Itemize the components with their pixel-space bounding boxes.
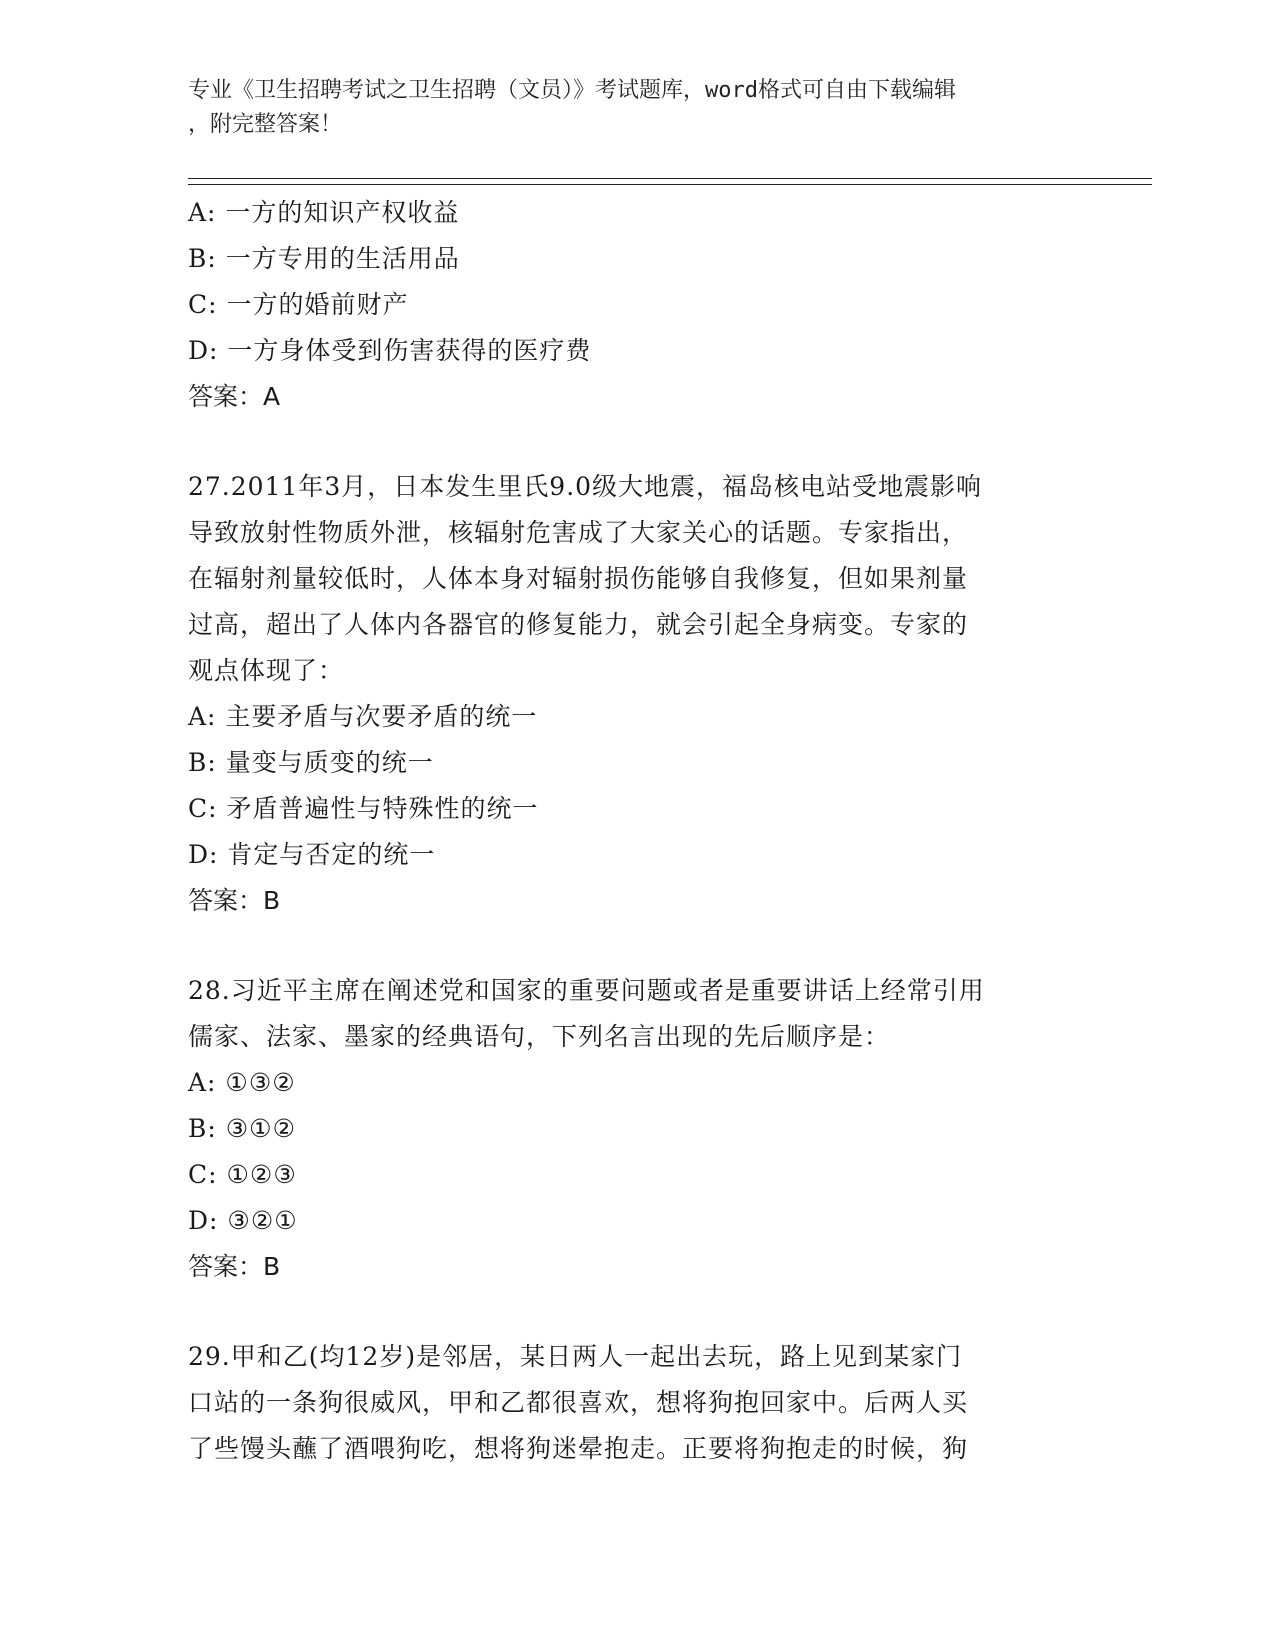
question-stem-line: 观点体现了：	[188, 656, 345, 685]
option-c: C: 一方的婚前财产	[188, 290, 409, 319]
question-29	[188, 1334, 1088, 1472]
question-stem-line: 了些馒头蘸了酒喂狗吃，想将狗迷晕抱走。正要将狗抱走的时候，狗	[188, 1434, 969, 1463]
question-stem-line: 导致放射性物质外泄，核辐射危害成了大家关心的话题。专家指出，	[188, 518, 969, 547]
option-c: C: ①②③	[188, 1160, 297, 1189]
question-list	[188, 190, 1088, 1472]
question-stem-line: 口站的一条狗很威风，甲和乙都很喜欢，想将狗抱回家中。后两人买	[188, 1388, 969, 1417]
question-28	[188, 968, 1088, 1290]
answer: 答案：B	[188, 886, 281, 915]
question-stem-line: 28.习近平主席在阐述党和国家的重要问题或者是重要讲话上经常引用	[188, 976, 985, 1005]
option-a: A: 主要矛盾与次要矛盾的统一	[188, 702, 538, 731]
question-26	[188, 190, 1088, 420]
question-stem-line: 27.2011年3月，日本发生里氏9.0级大地震，福岛核电站受地震影响	[188, 472, 983, 501]
question-stem-line: 过高，超出了人体内各器官的修复能力，就会引起全身病变。专家的	[188, 610, 969, 639]
option-d: D: 一方身体受到伤害获得的医疗费	[188, 336, 592, 365]
option-d: D: 肯定与否定的统一	[188, 840, 436, 869]
header-divider-bottom	[188, 184, 1152, 185]
question-27	[188, 464, 1088, 924]
option-a: A: 一方的知识产权收益	[188, 198, 460, 227]
option-d: D: ③②①	[188, 1206, 298, 1235]
option-b: B: 一方专用的生活用品	[188, 244, 460, 273]
header-divider-top	[188, 178, 1152, 179]
question-stem-line: 在辐射剂量较低时，人体本身对辐射损伤能够自我修复，但如果剂量	[188, 564, 969, 593]
answer: 答案：A	[188, 382, 281, 411]
option-b: B: 量变与质变的统一	[188, 748, 434, 777]
option-b: B: ③①②	[188, 1114, 296, 1143]
header-line-2: ，附完整答案！	[188, 112, 343, 137]
option-c: C: 矛盾普遍性与特殊性的统一	[188, 794, 539, 823]
page-header	[188, 74, 1068, 142]
answer: 答案：B	[188, 1252, 281, 1281]
question-stem-line: 儒家、法家、墨家的经典语句，下列名言出现的先后顺序是：	[188, 1022, 891, 1051]
header-line-1: 专业《卫生招聘考试之卫生招聘（文员）》考试题库，word格式可自由下载编辑	[188, 78, 956, 103]
option-a: A: ①③②	[188, 1068, 296, 1097]
question-stem-line: 29.甲和乙(均12岁)是邻居，某日两人一起出去玩，路上见到某家门	[188, 1342, 963, 1371]
